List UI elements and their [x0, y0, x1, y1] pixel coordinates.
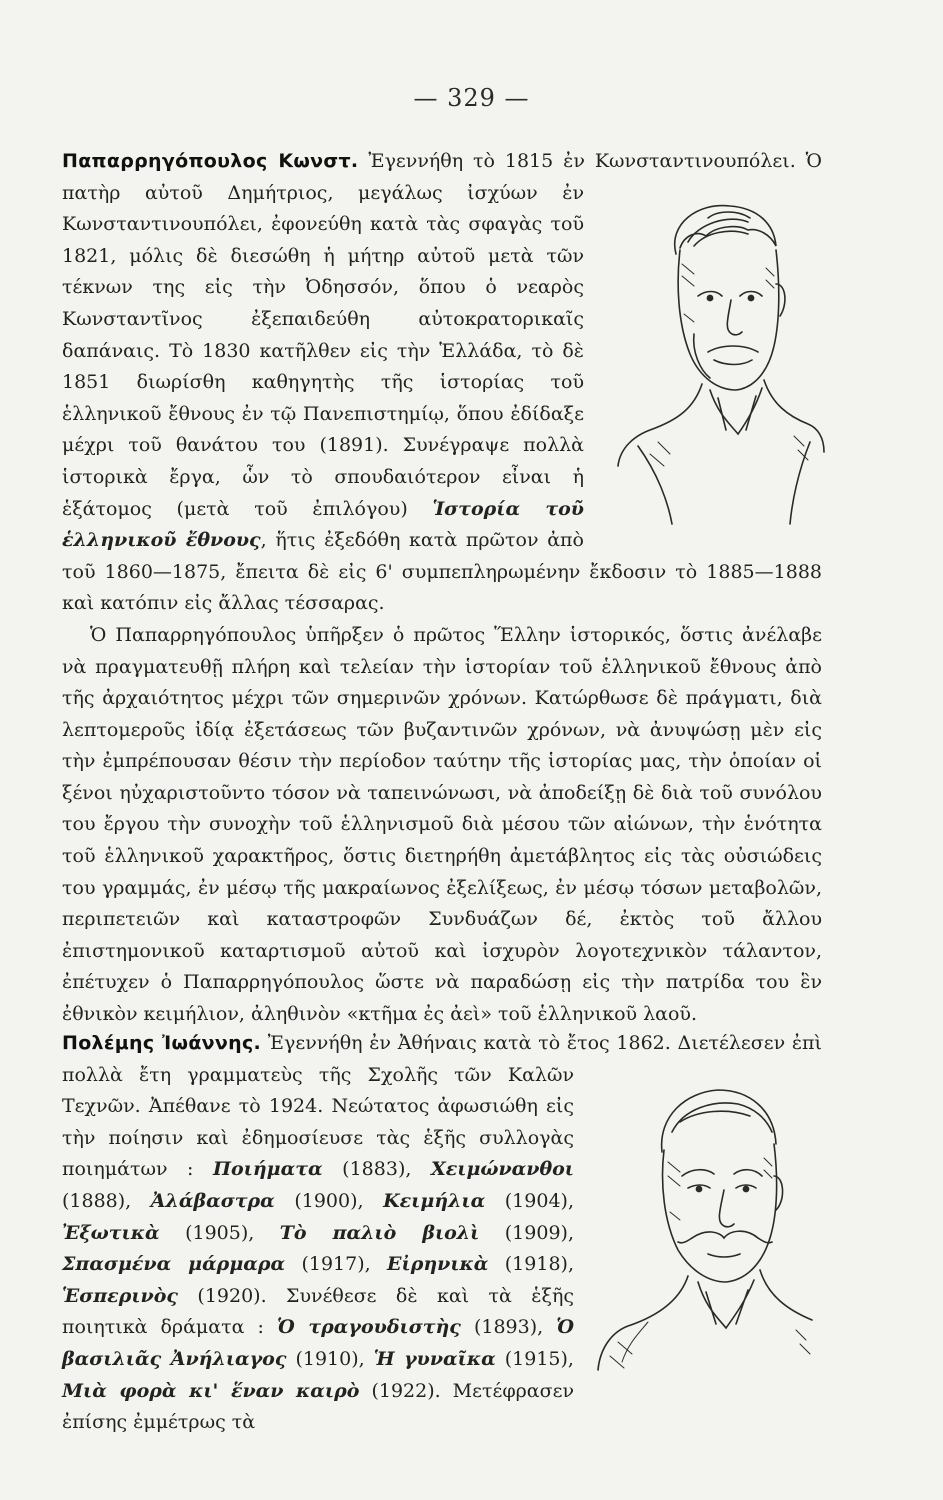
entry-text: Μετέφρασεν ἐπίσης ἐμμέτρως τὰ [62, 1379, 574, 1434]
poetry-collection-title: Εἰρηνικὰ [387, 1253, 489, 1276]
entry-heading: Παπαρρηγόπουλος Κωνστ. [62, 150, 359, 172]
drama-title: Μιὰ φορὰ κι' ἕναν καιρὸ [62, 1379, 360, 1402]
poetry-collection-title: Ποιήματα [213, 1158, 323, 1181]
work-title: Ἱστορία τοῦ ἑλληνικοῦ ἔθνους [62, 497, 584, 552]
poetry-collection-title: Χειμώνανθοι [430, 1158, 574, 1181]
entry-text: , ἥτις ἐξεδόθη κατὰ πρῶτον ἀπὸ τοῦ 1860—1875, ἔπειτα δὲ εἰς 6' συμπεπληρωμένην ἔκδοσιν τὸ 1885—1888 καὶ κατόπιν εἰς ἄλλας τέσσαρας. [62, 529, 822, 615]
poetry-collection-title: Ἐξωτικὰ [62, 1221, 160, 1244]
entry-paragraph-2: Ὁ Παπαρρηγόπουλος ὑπῆρξεν ὁ πρῶτος Ἕλλην ἱστορικός, ὅστις ἀνέλαβε νὰ πραγματευθῇ πλήρη καὶ τελείαν τὴν ἱστορίαν τοῦ ἑλληνικοῦ ἔθνους ἀπὸ τῆς ἀρχαιότητος μέχρι τῶν σημερινῶν χρόνων. Κατώρθωσε δὲ πράγματι, διὰ λεπτομεροῦς ἰδίᾳ ἐξετάσεως τῶν βυζαντινῶν χρόνων, νὰ ἀνυψώσῃ μὲν εἰς τὴν ἐμπρέπουσαν θέσιν τὴν περίοδον ταύτην τῆς ἱστορίας μας, τὴν ὁποίαν οἱ ξένοι ηὐχαριστοῦντο τόσον νὰ ταπεινώνωσι, νὰ ἀποδείξῃ δὲ διὰ τοῦ συνόλου του ἔργου τὴν συνοχὴν τοῦ ἑλληνισμοῦ διὰ μέσου τῶν αἰώνων, τὴν ἑνότητα τοῦ ἑλληνικοῦ χαρακτῆρος, ὅστις διετηρήθη ἀμετάβλητος εἰς τὰς οὐσιώδεις του γραμμάς, ἐν μέσῳ τῆς μακραίωνος ἐξελίξεως, ἐν μέσῳ τόσων μεταβολῶν, περιπετειῶν καὶ καταστροφῶν Συνδυάζων δέ, ἐκτὸς τοῦ ἄλλου ἐπιστημονικοῦ καταρτισμοῦ αὐτοῦ καὶ ἰσχυρὸν λογοτεχνικὸν τάλαντον, ἐπέτυχεν ὁ Παπαρρηγόπουλος ὥστε νὰ παραδώσῃ εἰς τὴν πατρίδα του ἓν ἐθνικὸν κειμήλιον, ἀληθινὸν «κτῆμα ἐς ἀεὶ» τοῦ ἑλληνικοῦ λαοῦ. [62, 623, 822, 1026]
entry-text: Συνέθεσε δὲ καὶ τὰ ἑξῆς ποιητικὰ δράματα : [62, 1284, 574, 1339]
man-portrait-icon [588, 1072, 828, 1382]
entry-paragraph [62, 1028, 822, 1439]
poetry-collection-title: Τὸ παλιὸ βιολὶ [279, 1221, 480, 1244]
poetry-collection-title: Ἀλάβαστρα [150, 1189, 275, 1212]
poetry-collection-title: Ἑσπερινὸς [62, 1284, 178, 1307]
entry-paparrigopoulos [62, 146, 822, 1031]
poetry-collection-year: (1900), [274, 1189, 384, 1212]
page-number: — 329 — [413, 84, 530, 112]
poetry-collection-year: (1883), [322, 1158, 431, 1181]
poetry-collection-year: (1905), [159, 1221, 280, 1244]
portrait-image [588, 1072, 828, 1382]
portrait-image [598, 184, 828, 529]
poetry-collection-year: (1917), [285, 1253, 388, 1276]
poetry-collection-year: (1888), [62, 1189, 151, 1212]
drama-title: Ὁ βασιλιᾶς Ἀνήλιαγος [62, 1316, 574, 1370]
drama-title: Ὁ τραγουδιστὴς [276, 1316, 461, 1339]
entry-paragraph [62, 146, 822, 620]
drama-title: Ἡ γυναῖκα [373, 1347, 496, 1370]
drama-year: (1915), [495, 1347, 574, 1370]
drama-year: (1922). [359, 1379, 453, 1402]
entry-heading: Πολέμης Ἰωάννης. [62, 1032, 262, 1054]
poetry-collection-year: (1918), [488, 1253, 574, 1276]
entry-polemis [62, 1028, 822, 1439]
man-portrait-icon [598, 184, 828, 529]
poetry-collection-title: Σπασμένα μάρμαρα [62, 1253, 286, 1276]
drama-year: (1893), [460, 1316, 557, 1339]
entry-text: Ἐγεννήθη ἐν Ἀθήναις κατὰ τὸ ἔτος 1862. Διετέλεσεν ἐπὶ πολλὰ ἔτη γραμματεὺς τῆς Σχολῆς τῶν Καλῶν Τεχνῶν. Ἀπέθανε τὸ 1924. Νεώτατος ἀφωσιώθη εἰς τὴν ποίησιν καὶ ἐδημοσίευσε τὰς ἑξῆς συλλογὰς ποιημάτων : [62, 1032, 822, 1181]
poetry-collection-year: (1909), [479, 1221, 574, 1244]
poetry-collection-year: (1904), [485, 1189, 574, 1212]
drama-year: (1910), [286, 1347, 374, 1370]
entry-text: Ἐγεννήθη τὸ 1815 ἐν Κωνσταντινουπόλει. Ὁ πατὴρ αὐτοῦ Δημήτριος, μεγάλως ἰσχύων ἐν Κωνσταντινουπόλει, ἐφονεύθη κατὰ τὰς σφαγὰς τοῦ 1821, μόλις δὲ διεσώθη ἡ μήτηρ αὐτοῦ μετὰ τῶν τέκνων της εἰς τὴν Ὀδησσόν, ὅπου ὁ νεαρὸς Κωνσταντῖνος ἐξεπαιδεύθη αὐτοκρατορικαῖς δαπάναις. Τὸ 1830 κατῆλθεν εἰς τὴν Ἑλλάδα, τὸ δὲ 1851 διωρίσθη καθηγητὴς τῆς ἱστορίας τοῦ ἑλληνικοῦ ἔθνους ἐν τῷ Πανεπιστημίῳ, ὅπου ἐδίδαξε μέχρι τοῦ θανάτου του (1891). Συνέγραψε πολλὰ ἱστορικὰ ἔργα, ὧν τὸ σπουδαιότερον εἶναι ἡ ἑξάτομος (μετὰ τοῦ ἐπιλόγου) [62, 150, 822, 520]
poetry-collection-year: (1920). [178, 1284, 287, 1307]
poetry-collection-title: Κειμήλια [383, 1189, 486, 1212]
